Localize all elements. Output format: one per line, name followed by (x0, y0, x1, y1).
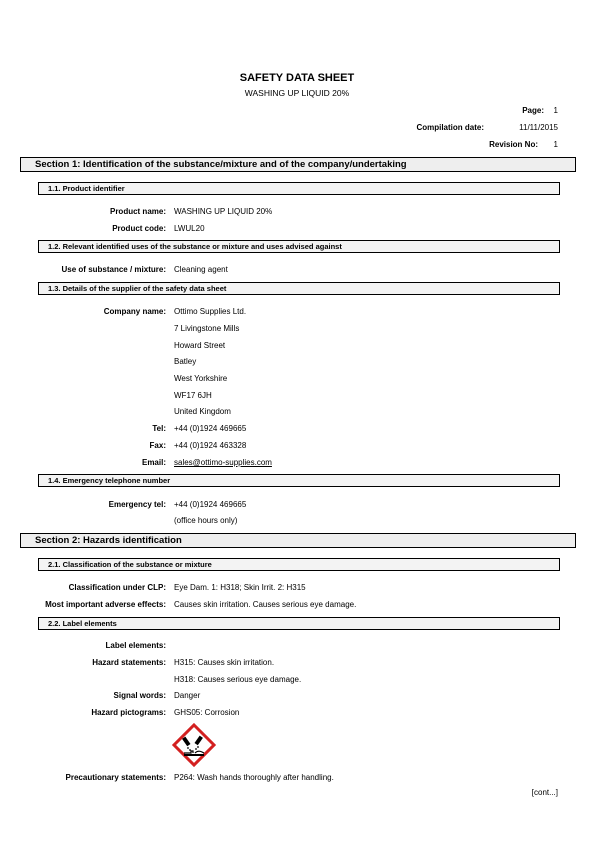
page-value: 1 (553, 106, 558, 115)
subsection-1-3-heading: 1.3. Details of the supplier of the safety data sheet (38, 282, 560, 295)
signal-words-value: Danger (174, 691, 201, 700)
fax-label: Fax: (149, 441, 166, 450)
email-label: Email: (141, 458, 166, 467)
emergency-tel-label: Emergency tel: (108, 500, 166, 509)
hazard-pictograms-value: GHS05: Corrosion (174, 708, 240, 717)
precautionary-statements-label: Precautionary statements: (65, 773, 166, 782)
use-label: Use of substance / mixture: (61, 265, 166, 274)
company-name-label: Company name: (103, 307, 166, 316)
use-value: Cleaning agent (174, 265, 228, 274)
subsection-1-1-heading: 1.1. Product identifier (38, 182, 560, 195)
section-1-heading: Section 1: Identification of the substance/mixture and of the company/undertaking (20, 157, 576, 172)
address-line: West Yorkshire (174, 374, 228, 383)
adverse-effects-value: Causes skin irritation. Causes serious eye damage. (174, 600, 357, 609)
tel-label: Tel: (152, 424, 166, 433)
subsection-2-2-heading: 2.2. Label elements (38, 617, 560, 630)
ghs05-corrosion-icon (172, 723, 216, 767)
compilation-date-label: Compilation date: (416, 123, 484, 132)
hazard-statement: H315: Causes skin irritation. (174, 658, 275, 667)
product-code-value: LWUL20 (174, 224, 205, 233)
compilation-date-value: 11/11/2015 (519, 123, 558, 132)
product-name-value: WASHING UP LIQUID 20% (174, 207, 273, 216)
fax-value: +44 (0)1924 463328 (174, 441, 247, 450)
hazard-pictograms-label: Hazard pictograms: (91, 708, 166, 717)
address-line: 7 Livingstone Mills (174, 324, 240, 333)
page-label: Page: (522, 106, 544, 115)
section-2-heading: Section 2: Hazards identification (20, 533, 576, 548)
tel-value: +44 (0)1924 469665 (174, 424, 247, 433)
adverse-effects-label: Most important adverse effects: (45, 600, 166, 609)
continued-marker: [cont...] (531, 788, 558, 797)
product-name-label: Product name: (109, 207, 166, 216)
address-line: Howard Street (174, 341, 226, 350)
document-title: SAFETY DATA SHEET (239, 72, 355, 84)
precautionary-statement: P264: Wash hands thoroughly after handling. (174, 773, 334, 782)
clp-classification-value: Eye Dam. 1: H318; Skin Irrit. 2: H315 (174, 583, 306, 592)
product-code-label: Product code: (112, 224, 166, 233)
address-line: Ottimo Supplies Ltd. (174, 307, 247, 316)
emergency-tel-note: (office hours only) (174, 516, 238, 525)
revision-label: Revision No: (489, 140, 538, 149)
emergency-tel-value: +44 (0)1924 469665 (174, 500, 247, 509)
label-elements-label: Label elements: (105, 641, 166, 650)
address-line: WF17 6JH (174, 391, 212, 400)
address-line: United Kingdom (174, 407, 231, 416)
subsection-1-4-heading: 1.4. Emergency telephone number (38, 474, 560, 487)
subsection-1-2-heading: 1.2. Relevant identified uses of the substance or mixture and uses advised against (38, 240, 560, 253)
clp-classification-label: Classification under CLP: (68, 583, 166, 592)
signal-words-label: Signal words: (113, 691, 166, 700)
subsection-2-1-heading: 2.1. Classification of the substance or mixture (38, 558, 560, 571)
hazard-statements-label: Hazard statements: (92, 658, 166, 667)
revision-value: 1 (553, 140, 558, 149)
document-subtitle: WASHING UP LIQUID 20% (244, 88, 350, 98)
address-line: Batley (174, 357, 197, 366)
hazard-statement: H318: Causes serious eye damage. (174, 675, 302, 684)
email-link[interactable]: sales@ottimo-supplies.com (174, 458, 272, 467)
